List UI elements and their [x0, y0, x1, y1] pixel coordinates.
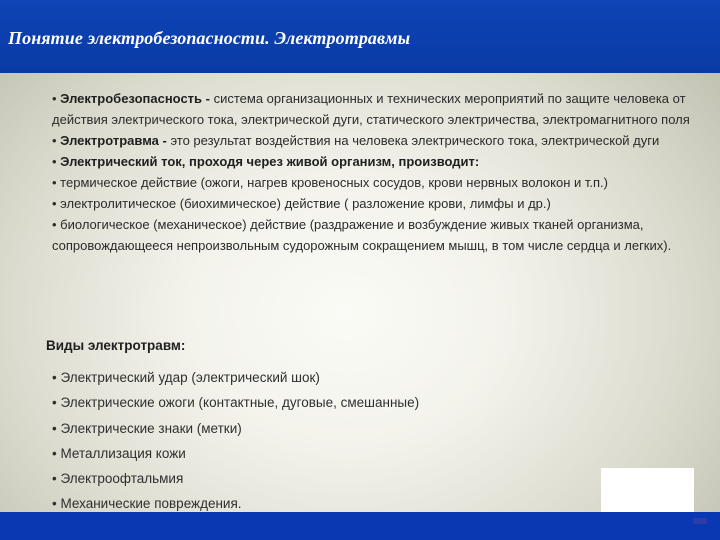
bullet: • — [52, 370, 61, 385]
bullet: • — [52, 175, 61, 190]
effect-text: электролитическое (биохимическое) действие ( разложение крови, лимфы и др.) — [60, 196, 551, 211]
bullet: • — [52, 154, 61, 169]
blank-panel — [601, 468, 694, 514]
effect-text: биологическое (механическое) действие (раздражение и возбуждение живых тканей организма, сопровождающееся непроизвольным судорожным сокращением мышц, в том числе сердца и легких). — [52, 217, 672, 253]
list-item-label: Металлизация кожи — [60, 445, 186, 461]
definition-electrotrauma — [52, 130, 692, 151]
bullet: • — [52, 471, 61, 487]
bullet: • — [52, 445, 61, 461]
bullet: • — [52, 217, 61, 232]
bullet: • — [52, 196, 61, 211]
definition-text: система организационных и технических мероприятий по защите человека от действия электрического тока, электрической дуги, статического электричества, электромагнитного поля — [52, 91, 690, 127]
bullet: • — [52, 420, 61, 436]
bullet: • — [52, 91, 61, 106]
list-item — [52, 466, 419, 491]
list-item-label: Электрический удар (электрический шок) — [60, 370, 320, 385]
list-item-label: Механические повреждения. — [60, 496, 242, 512]
list-item-label: Электрические знаки (метки) — [60, 420, 242, 436]
current-effects-heading — [52, 151, 692, 172]
effect-text: термическое действие (ожоги, нагрев кровеносных сосудов, крови нервных волокон и т.п.) — [60, 175, 608, 190]
footer-mark — [693, 518, 707, 524]
effect-thermal — [52, 172, 692, 193]
title-bar — [0, 0, 720, 73]
current-effects-label: Электрический ток, проходя через живой организм, производит: — [60, 154, 480, 169]
definition-electrical-safety — [52, 88, 692, 130]
types-heading: Виды электротравм: — [46, 338, 186, 353]
bullet: • — [52, 395, 61, 411]
list-item-label: Электрические ожоги (контактные, дуговые, смешанные) — [60, 395, 420, 411]
term-electrotrauma: Электротравма - — [60, 133, 171, 148]
slide-title: Понятие электробезопасности. Электротравмы — [8, 28, 411, 48]
effect-electrolytic — [52, 193, 692, 214]
term-electrical-safety: Электробезопасность - — [60, 91, 214, 106]
bullet: • — [52, 133, 61, 148]
list-item — [52, 416, 419, 441]
definition-text: это результат воздействия на человека электрического тока, электрической дуги — [170, 133, 660, 148]
bullet: • — [52, 496, 61, 512]
definitions-block — [52, 88, 692, 256]
effect-biological — [52, 214, 692, 256]
types-list — [52, 365, 419, 517]
list-item-label: Электроофтальмия — [60, 471, 184, 487]
list-item — [52, 390, 419, 415]
list-item — [52, 441, 419, 466]
footer-bar — [0, 512, 720, 540]
list-item — [52, 365, 419, 390]
